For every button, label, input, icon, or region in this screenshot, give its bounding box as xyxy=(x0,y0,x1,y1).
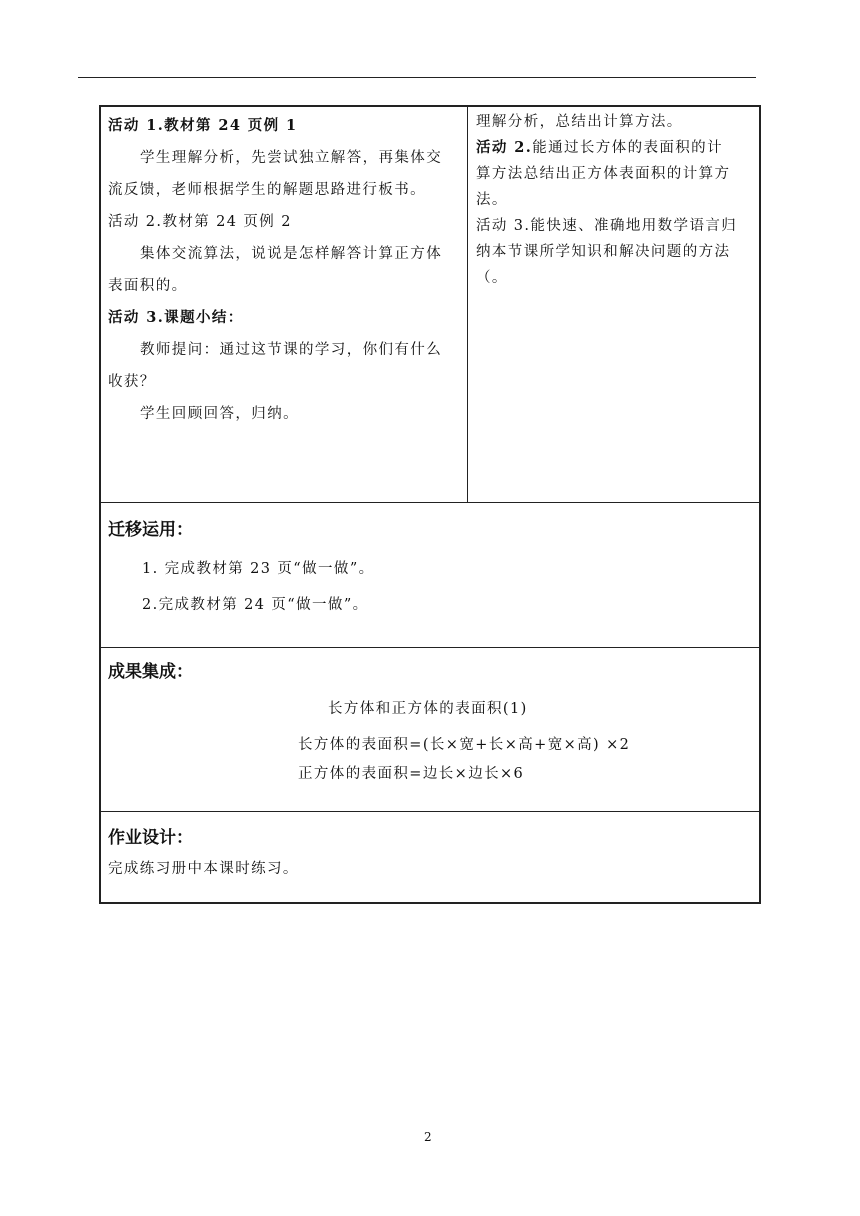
right-activity2-label: 活动 2. xyxy=(476,139,533,156)
results-heading: 成果集成： xyxy=(108,662,193,682)
activity3-line1: 教师提问：通过这节课的学习，你们有什么 xyxy=(140,342,443,358)
transfer-item1: 1. 完成教材第 23 页“做一做”。 xyxy=(142,561,375,577)
activity2-line2: 表面积的。 xyxy=(108,278,188,294)
activity2-title: 活动 2.教材第 24 页例 2 xyxy=(108,214,292,230)
activity1-line1: 学生理解分析，先尝试独立解答，再集体交 xyxy=(140,150,443,166)
header-rule xyxy=(78,77,756,78)
transfer-heading: 迁移运用： xyxy=(108,520,193,540)
right-line4: 法。 xyxy=(476,192,508,208)
right-line3: 算方法总结出正方体表面积的计算方 xyxy=(476,166,731,182)
right-line5: 活动 3.能快速、准确地用数学语言归 xyxy=(476,218,738,234)
activity1-title: 活动 1.教材第 24 页例 1 xyxy=(108,117,298,134)
right-line6: 纳本节课所学知识和解决问题的方法 xyxy=(476,244,731,260)
right-line2 xyxy=(476,139,723,157)
results-formula2: 正方体的表面积=边长×边长×6 xyxy=(298,766,525,782)
results-formula1: 长方体的表面积=(长×宽+长×高+宽×高) ×2 xyxy=(298,737,631,753)
right-activity2-text: 能通过长方体的表面积的计 xyxy=(532,140,723,156)
results-title: 长方体和正方体的表面积(1) xyxy=(328,701,528,717)
homework-heading: 作业设计： xyxy=(108,828,193,848)
page-number: 2 xyxy=(424,1130,432,1144)
activity3-title: 活动 3.课题小结： xyxy=(108,309,244,326)
row-divider-2 xyxy=(99,647,761,648)
activity1-line2: 流反馈，老师根据学生的解题思路进行板书。 xyxy=(108,182,426,198)
right-line7: （。 xyxy=(476,270,508,286)
column-divider xyxy=(467,105,468,503)
row-divider-3 xyxy=(99,811,761,812)
activity3-line3: 学生回顾回答，归纳。 xyxy=(140,406,299,422)
activity2-line1: 集体交流算法，说说是怎样解答计算正方体 xyxy=(140,246,443,262)
transfer-item2: 2.完成教材第 24 页“做一做”。 xyxy=(142,597,369,613)
homework-text: 完成练习册中本课时练习。 xyxy=(108,861,299,877)
activity3-line2: 收获？ xyxy=(108,374,156,390)
right-line1: 理解分析，总结出计算方法。 xyxy=(476,114,683,130)
row-divider-1 xyxy=(99,502,761,503)
